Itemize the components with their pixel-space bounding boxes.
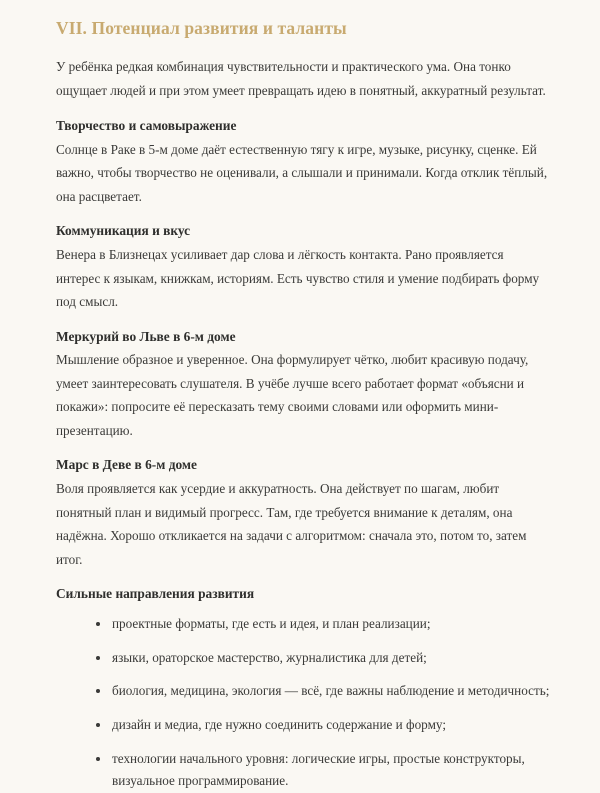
list-item-text: биология, медицина, экология — всё, где важны наблюдение и методичность;	[112, 683, 550, 699]
list-item	[96, 680, 552, 703]
list-item-text: языки, ораторское мастерство, журналистика для детей;	[112, 649, 427, 665]
bullet-icon	[96, 656, 100, 660]
intro-paragraph: У ребёнка редкая комбинация чувствительности и практического ума. Она тонко ощущает людей и при этом умеет превращать идею в понятный, аккуратный результат.	[56, 59, 546, 98]
subsection-mars-virgo	[56, 455, 578, 571]
subsection-heading: Творчество и самовыражение	[56, 118, 237, 133]
strengths-list	[56, 613, 578, 793]
bullet-icon	[96, 723, 100, 727]
bullet-icon	[96, 757, 100, 761]
subsection-heading: Марс в Деве в 6-м доме	[56, 457, 197, 473]
list-item	[96, 647, 552, 670]
bullet-icon	[96, 622, 100, 626]
list-item	[96, 748, 552, 793]
subsection-heading: Коммуникация и вкус	[56, 223, 191, 239]
list-heading: Сильные направления развития	[56, 586, 255, 602]
subsection-body: Мышление образное и уверенное. Она формулирует чётко, любит красивую подачу, умеет заинтересовать слушателя. В учёбе лучше всего работает формат «объясни и покажи»: попросите её пересказать тему своими словами или оформить мини-презентацию.	[56, 352, 529, 438]
list-item	[96, 714, 552, 737]
subsection-heading: Меркурий во Льве в 6-м доме	[56, 328, 236, 344]
subsection-creativity	[56, 116, 578, 208]
subsection-mercury-leo	[56, 327, 578, 443]
list-item-text: проектные форматы, где есть и идея, и план реализации;	[112, 615, 431, 631]
subsection-body: Воля проявляется как усердие и аккуратность. Она действует по шагам, любит понятный план и видимый прогресс. Там, где требуется внимание к деталям, она надёжна. Хорошо откликается на задачи с алгоритмом: сначала это, потом то, затем итог.	[56, 481, 527, 567]
page-title: VII. Потенциал развития и таланты	[56, 18, 347, 38]
subsection-body: Солнце в Раке в 5-м доме даёт естественную тягу к игре, музыке, рисунку, сценке. Ей важно, чтобы творчество не оценивали, а слышали и принимали. Когда отклик тёплый, она расцветает.	[56, 141, 548, 204]
list-item	[96, 613, 552, 636]
subsection-communication	[56, 221, 578, 313]
bullet-icon	[96, 689, 100, 693]
list-item-text: технологии начального уровня: логические игры, простые конструкторы, визуальное программирование.	[112, 750, 525, 789]
list-item-text: дизайн и медиа, где нужно соединить содержание и форму;	[112, 716, 446, 732]
subsection-body: Венера в Близнецах усиливает дар слова и лёгкость контакта. Рано проявляется интерес к языкам, книжкам, историям. Есть чувство стиля и умение подбирать форму под смысл.	[56, 247, 540, 310]
